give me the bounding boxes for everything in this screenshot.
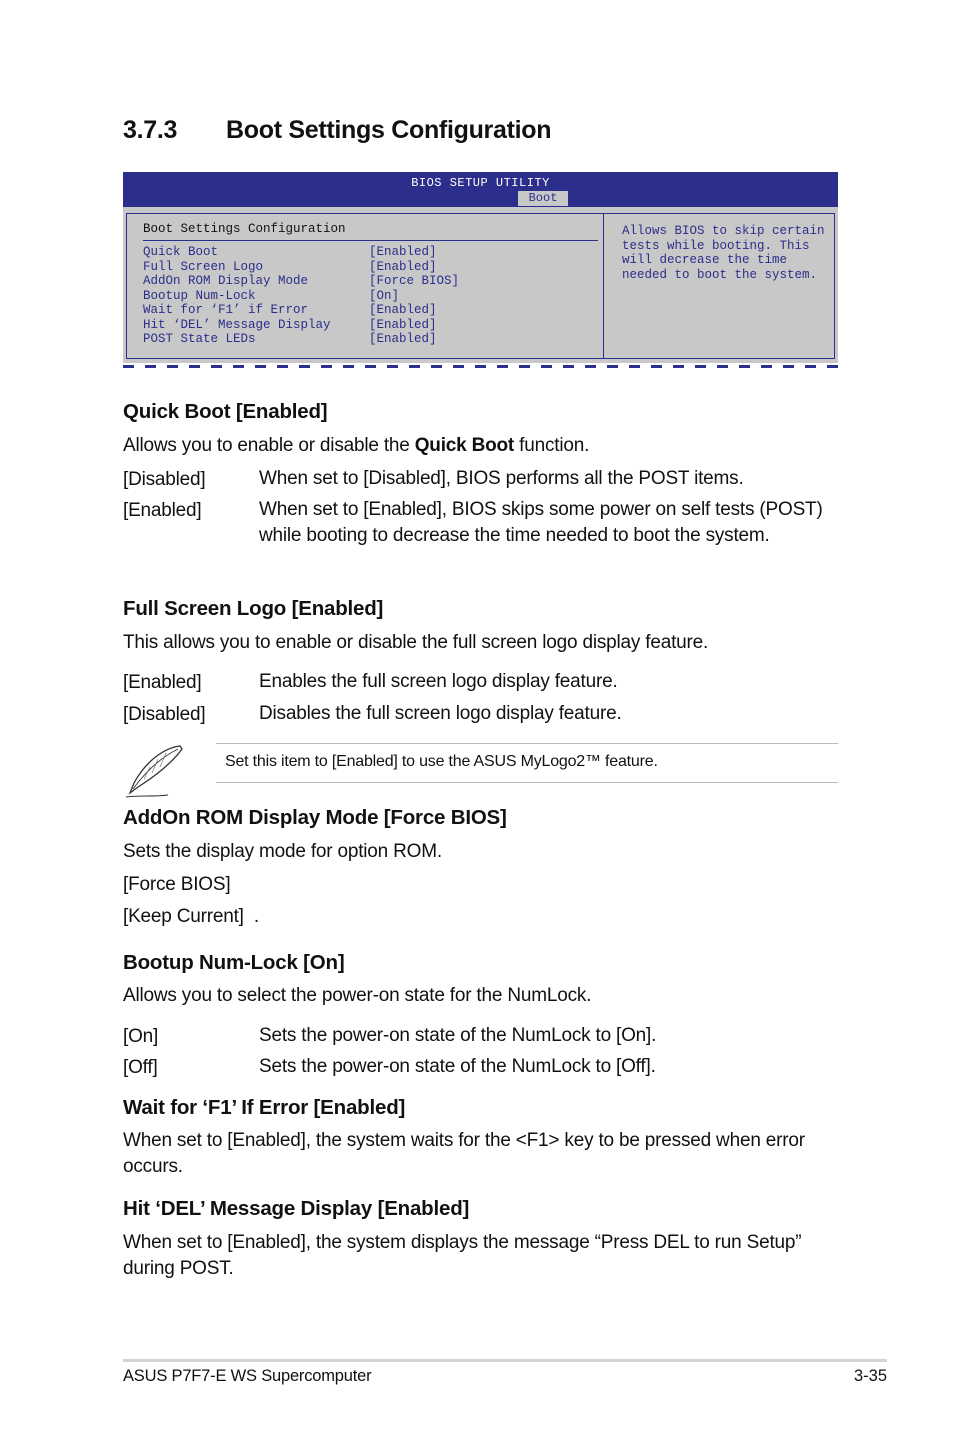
bios-body: [123, 207, 838, 363]
option-description: Sets the power-on state of the NumLock to [Off].: [259, 1056, 656, 1077]
footer-rule: [123, 1359, 887, 1362]
option-label: [Enabled]: [123, 672, 202, 693]
option-label: [On]: [123, 1026, 159, 1047]
bios-item-full-screen-logo[interactable]: [143, 259, 437, 275]
note-top-rule: [216, 743, 838, 744]
option-description: When set to [Enabled], BIOS skips some power on self tests (POST) while booting to decrease the time needed to boot the system.: [259, 499, 823, 546]
note-pen-icon: [120, 743, 186, 801]
bios-help-panel: [603, 213, 835, 359]
option-description: Enables the full screen logo display feature.: [259, 671, 618, 692]
wait-f1-body: When set to [Enabled], the system waits for the <F1> key to be pressed when error occurs.: [123, 1130, 805, 1177]
option-label: [Disabled]: [123, 469, 206, 490]
quick-boot-intro: [123, 433, 589, 459]
heading-quick-boot: Quick Boot [Enabled]: [123, 400, 328, 423]
bios-item-label: Bootup Num-Lock: [143, 288, 256, 303]
note-bottom-rule: [216, 782, 838, 783]
bios-subtitle: Boot Settings Configuration: [143, 222, 346, 236]
addon-rom-intro: Sets the display mode for option ROM.: [123, 841, 442, 862]
bios-item-num-lock[interactable]: [143, 288, 400, 304]
num-lock-intro: Allows you to select the power-on state for the NumLock.: [123, 985, 592, 1006]
bios-item-value: [On]: [369, 288, 400, 303]
option-label: [Disabled]: [123, 704, 206, 725]
bios-item-label: Wait for ‘F1’ if Error: [143, 303, 309, 317]
footer-page-number: 3-35: [853, 1367, 887, 1385]
section-number: 3.7.3: [123, 116, 178, 144]
bios-item-quick-boot[interactable]: [143, 245, 437, 260]
note-text: Set this item to [Enabled] to use the ASUS MyLogo2™ feature.: [225, 753, 658, 770]
intro-text: function.: [514, 435, 590, 456]
option-label: [Force BIOS]: [123, 874, 231, 895]
bios-item-value: [Enabled]: [369, 303, 437, 317]
bios-item-value: [Enabled]: [369, 259, 437, 274]
bios-item-value: [Enabled]: [369, 317, 437, 332]
bios-help-text: Allows BIOS to skip certain tests while booting. This will decrease the time needed to boot the system.: [622, 224, 825, 282]
heading-num-lock: Bootup Num-Lock [On]: [123, 951, 345, 974]
option-label: [Enabled]: [123, 500, 202, 521]
bios-title: BIOS SETUP UTILITY: [411, 176, 550, 190]
bios-item-post-leds[interactable]: [143, 332, 437, 347]
option-description: Sets the power-on state of the NumLock to [On].: [259, 1025, 657, 1046]
hit-del-body: When set to [Enabled], the system displays the message “Press DEL to run Setup” during POST.: [123, 1232, 802, 1279]
bios-item-label: Hit ‘DEL’ Message Display: [143, 317, 331, 332]
heading-wait-f1: Wait for ‘F1’ If Error [Enabled]: [123, 1096, 406, 1119]
bios-item-addon-rom[interactable]: [143, 274, 460, 289]
bios-divider: [143, 240, 598, 241]
heading-addon-rom: AddOn ROM Display Mode [Force BIOS]: [123, 806, 507, 829]
bios-screen: [123, 172, 838, 372]
bios-item-label: Quick Boot: [143, 245, 219, 259]
heading-hit-del: Hit ‘DEL’ Message Display [Enabled]: [123, 1197, 470, 1220]
option-description: When set to [Disabled], BIOS performs all the POST items.: [259, 468, 744, 489]
bios-settings-panel: [126, 213, 604, 359]
intro-bold: Quick Boot: [414, 435, 515, 456]
option-label: [Keep Current] .: [123, 906, 260, 927]
intro-text: Allows you to enable or disable the: [123, 435, 415, 456]
bios-item-label: AddOn ROM Display Mode: [143, 274, 309, 288]
bios-item-value: [Enabled]: [369, 245, 437, 259]
heading-full-screen-logo: Full Screen Logo [Enabled]: [123, 597, 384, 620]
bios-item-wait-f1[interactable]: [143, 303, 437, 318]
bios-item-label: Full Screen Logo: [143, 259, 264, 274]
bios-item-value: [Force BIOS]: [369, 274, 460, 288]
section-title: Boot Settings Configuration: [226, 116, 552, 144]
bios-tab-boot[interactable]: Boot: [518, 191, 568, 206]
option-label: [Off]: [123, 1057, 158, 1078]
footer-product: ASUS P7F7-E WS Supercomputer: [123, 1367, 372, 1385]
bios-item-label: POST State LEDs: [143, 332, 256, 346]
bios-item-hit-del[interactable]: [143, 317, 437, 333]
option-description: Disables the full screen logo display feature.: [259, 703, 622, 724]
bios-item-value: [Enabled]: [369, 332, 437, 346]
bios-dashed-border: [123, 365, 838, 368]
bios-header: [123, 172, 838, 207]
full-screen-logo-intro: This allows you to enable or disable the full screen logo display feature.: [123, 632, 709, 653]
